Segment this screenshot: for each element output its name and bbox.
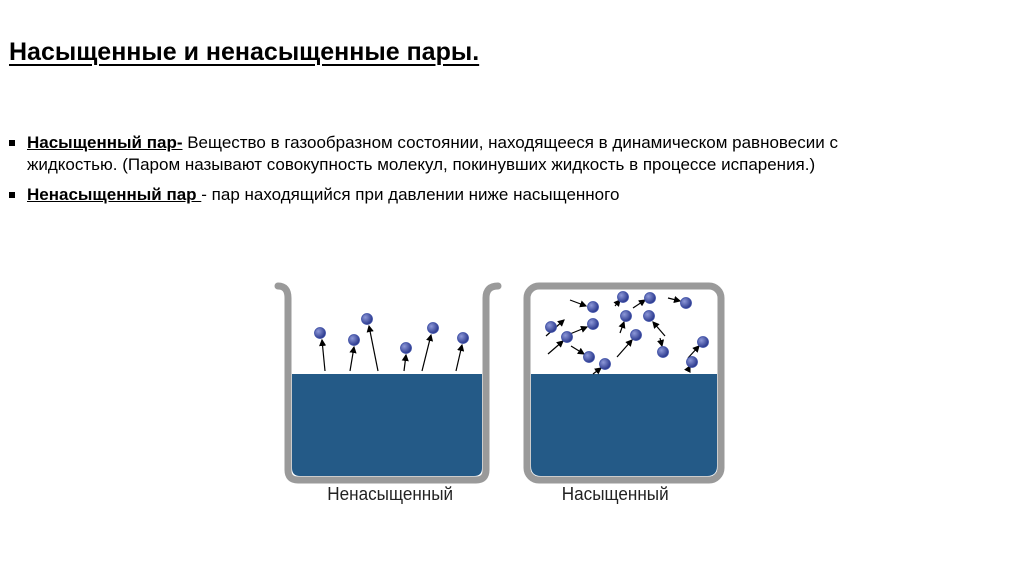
- molecule: [645, 293, 656, 304]
- molecule: [588, 319, 599, 330]
- molecule: [631, 330, 642, 341]
- motion-arrow: [422, 335, 431, 371]
- bullet-marker: [9, 192, 15, 198]
- molecule: [588, 302, 599, 313]
- motion-arrow: [548, 341, 563, 354]
- motion-arrow: [688, 346, 699, 358]
- term-saturated: Насыщенный пар-: [27, 133, 183, 152]
- molecule: [618, 292, 629, 303]
- vapor-diagram: [268, 278, 738, 518]
- molecule: [600, 359, 611, 370]
- molecule: [401, 343, 412, 354]
- motion-arrow: [404, 355, 406, 371]
- caption-saturated: Насыщенный: [561, 484, 669, 504]
- motion-arrow: [593, 368, 601, 374]
- molecule: [458, 333, 469, 344]
- liquid-unsaturated: [292, 374, 482, 476]
- motion-arrow: [668, 298, 680, 301]
- bullet-saturated: [8, 132, 868, 176]
- molecule: [681, 298, 692, 309]
- motion-arrow: [633, 300, 645, 308]
- molecule: [428, 323, 439, 334]
- molecules: [315, 292, 709, 375]
- motion-arrow: [350, 347, 354, 371]
- bullet-marker: [9, 140, 15, 146]
- molecule: [562, 332, 573, 343]
- molecule: [362, 314, 373, 325]
- molecule: [698, 337, 709, 348]
- motion-arrow: [653, 322, 665, 336]
- motion-arrow: [369, 326, 378, 371]
- term-unsaturated: Ненасыщенный пар: [27, 185, 202, 204]
- motion-arrow: [322, 340, 325, 371]
- motion-arrow: [571, 346, 584, 354]
- page-title: Насыщенные и ненасыщенные пары.: [9, 38, 480, 66]
- molecule: [584, 352, 595, 363]
- bullet-list: [8, 132, 868, 214]
- vapor-diagram-svg: [268, 278, 738, 518]
- definition-unsaturated: - пар находящийся при давлении ниже насыщенного: [201, 185, 620, 204]
- bullet-unsaturated: [8, 184, 868, 206]
- molecule: [315, 328, 326, 339]
- motion-arrow: [570, 300, 586, 306]
- motion-arrow: [617, 340, 632, 357]
- caption-unsaturated: Ненасыщенный: [327, 484, 454, 504]
- molecule: [658, 347, 669, 358]
- motion-arrow: [456, 345, 462, 371]
- molecule: [546, 322, 557, 333]
- motion-arrow: [620, 322, 624, 333]
- liquid-saturated: [531, 374, 717, 476]
- definition-saturated: Вещество в газообразном состоянии, находящееся в динамическом равновесии с жидкостью. (Паром называют совокупность молекул, покинувших жидкость в процессе испарения.): [27, 133, 838, 174]
- motion-arrow: [660, 338, 662, 346]
- molecule: [644, 311, 655, 322]
- molecule: [687, 357, 698, 368]
- open-vessel: [278, 286, 498, 480]
- molecule: [349, 335, 360, 346]
- molecule: [621, 311, 632, 322]
